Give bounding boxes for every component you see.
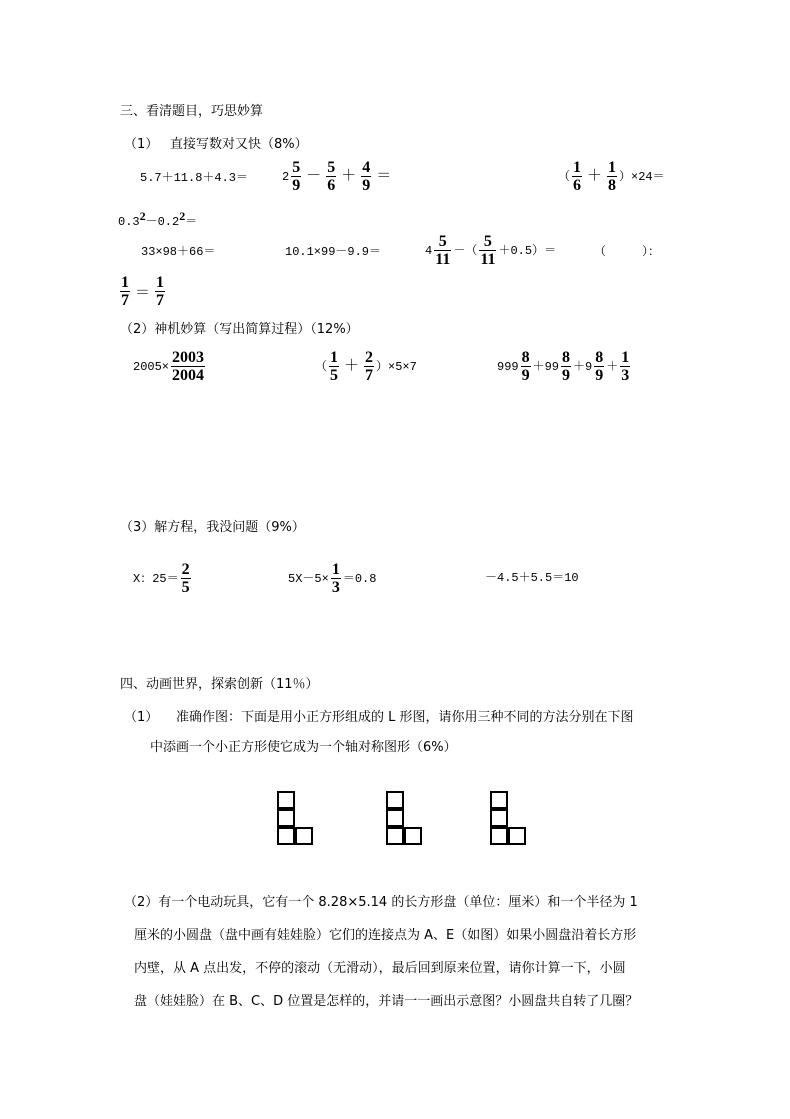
tail: ）×24＝ (619, 169, 665, 184)
whole-part: 999 (497, 359, 519, 374)
q2-line3: 内壁，从 A 点出发，不停的滚动（无滑动），最后回到原来位置，请你计算一下，小圆 (134, 961, 626, 976)
expr-p2-2 (315, 349, 417, 384)
fraction: $\frac{5}{9}$ (292, 159, 301, 194)
equation-3: －4.5＋5.5＝10 (485, 571, 579, 585)
fraction: $\frac{8}{9}$ (595, 349, 604, 384)
fraction: $\frac{1}{3}$ (621, 349, 630, 384)
q2-line2: 厘米的小圆盘（盘中画有娃娃脸）它们的连接点为 A、E（如图）如果小圆盘沿着长方形 (134, 928, 637, 943)
q1-label: （1） (124, 710, 159, 725)
fraction: $\frac{8}{9}$ (562, 349, 571, 384)
expr-1: 5.7＋11.8＋4.3＝ (140, 171, 249, 185)
expr-4: $0.3^2-0.2^2=$ (118, 209, 198, 229)
q1-line1: 准确作图：下面是用小正方形组成的 L 形图，请你用三种不同的方法分别在下图 (176, 710, 634, 725)
operator: ＋99 (532, 359, 560, 374)
l-shape-2 (386, 791, 424, 847)
paren: （ (558, 169, 571, 184)
tail: ＋0.5）＝ (498, 243, 557, 258)
fraction: $\frac{1}{8}$ (608, 159, 617, 194)
l-shape-3 (490, 791, 528, 847)
q2-line4: 盘（娃娃脸）在 B、C、D 位置是怎样的，并请一一画出示意图？小圆盘共自转了几圈？ (134, 994, 639, 1009)
expr-p2-1 (133, 349, 207, 384)
expr-6: 10.1×99－9.9＝ (285, 245, 382, 259)
l-shape-1 (277, 791, 315, 847)
prefix: 5X－5× (288, 571, 329, 586)
expr-7 (425, 233, 556, 268)
tail: ＝0.8 (342, 571, 377, 586)
fraction: $\frac{2003}{2004}$ (172, 349, 205, 384)
expr-p2-3 (497, 349, 632, 384)
part1-title: 直接写数对又快（8%） (170, 137, 308, 152)
equation-2 (288, 561, 376, 596)
fraction: $\frac{1}{7}$ (156, 274, 165, 309)
fraction: $\frac{2}{5}$ (181, 561, 190, 596)
fraction: $\frac{5}{11}$ (435, 233, 451, 268)
prefix: 2005× (133, 359, 170, 374)
part3-title: （3）解方程，我没问题（9%） (120, 520, 305, 535)
fraction: $\frac{4}{9}$ (362, 159, 371, 194)
fraction: $\frac{1}{5}$ (330, 349, 339, 384)
expr-3 (558, 159, 665, 194)
section4-title: 四、动画世界，探索创新（11％） (120, 677, 319, 692)
operator: ＋ (341, 167, 357, 185)
operator: ＋ (606, 359, 619, 374)
expr-5: 33×98＋66＝ (141, 245, 216, 259)
fraction: $\frac{8}{9}$ (521, 349, 530, 384)
operator: －（ (453, 243, 478, 258)
fraction: $\frac{5}{11}$ (480, 233, 496, 268)
whole-part: 4 (425, 243, 433, 258)
q1-line2: 中添画一个小正方形使它成为一个轴对称图形（6%） (150, 740, 457, 755)
equation-1 (133, 561, 193, 596)
operator: ＋ (587, 167, 603, 185)
fraction: $\frac{1}{6}$ (573, 159, 582, 194)
fraction: $\frac{2}{7}$ (365, 349, 374, 384)
part2-title: （2）神机妙算（写出简算过程）（12%） (120, 322, 359, 337)
expr-8-blank: （ ）： (594, 245, 661, 259)
whole-part: 2 (282, 169, 290, 184)
operator: ＋9 (573, 359, 593, 374)
expr-2 (282, 159, 394, 194)
operator: － (306, 167, 322, 185)
operator: ＋ (344, 357, 360, 375)
fraction: $\frac{5}{6}$ (327, 159, 336, 194)
fraction: $\frac{1}{3}$ (331, 561, 340, 596)
paren: （ (315, 359, 328, 374)
equals: ＝ (376, 167, 392, 185)
section3-title: 三、看清题目，巧思妙算 (120, 104, 264, 119)
fraction: $\frac{1}{7}$ (121, 274, 129, 309)
expr-8-ratio (118, 274, 167, 309)
prefix: X：25＝ (133, 571, 179, 586)
equals: ＝ (135, 283, 151, 301)
tail: ）×5×7 (376, 359, 417, 374)
part1-label: （1） (124, 137, 159, 152)
q2-line1: （2）有一个电动玩具，它有一个 8.28×5.14 的长方形盘（单位：厘米）和一个半径为 1 (124, 895, 638, 910)
